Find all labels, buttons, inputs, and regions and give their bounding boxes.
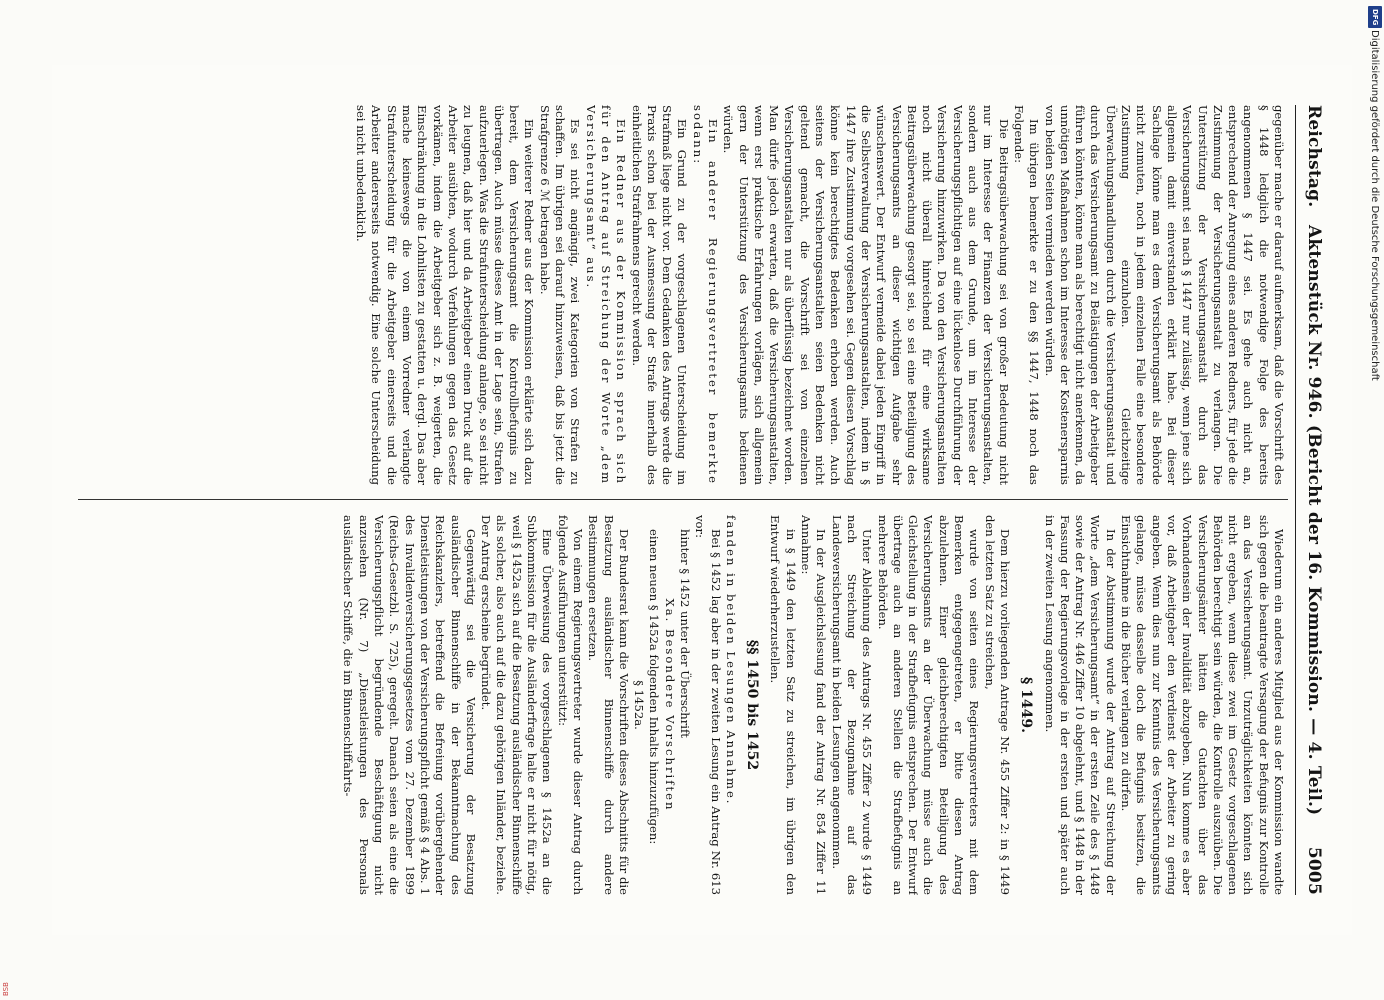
page-number: 5005: [1304, 846, 1324, 895]
paragraph: gegenüber mache er darauf aufmerksam, daß die Vorschrift des § 1448 lediglich die notwendige Folge des bereits angenommenen § 1447 sei. Es gehe auch nicht an, entsprechend der Anregung eines anderen Redners, für jede die Zustimmung der Versicherungsanstalt zu verlangen. Die Unterstützung der Versicherungsanstalt durch das Versicherungsamt sei nach § 1447 nur zulässig, wenn jene sich allgemein damit einverstanden erklärt habe. Bei dieser Sachlage könne man es dem Versicherungsamt als Behörde nicht zumuten, noch in jedem einzelnen Falle eine besondere Zustimmung einzuholen. Gleichzeitige Überwachungshandlungen durch die Versicherungsanstalt und durch das Versicherungsamt zu Belästigungen der Arbeitgeber führen könnten, könne man als berechtigt nicht anerkennen, da unnötigen Maßnahmen schon im Interesse der Kostenersparnis von beiden Seiten vermieden werden würden.: [1042, 105, 1286, 485]
dfg-logo: DFG: [1368, 6, 1382, 28]
paragraph: wurde von seiten eines Regierungsvertreters mit dem Bemerken entgegengetreten, er bitte diesen Antrag abzulehnen. Einer gleichberechtigten Beteiligung des Versicherungsamts an der Überwachung müsse auch die Gleichstellung in der Strafbefugnis entsprechen. Der Entwurf übertrage auch an anderen Stellen die Strafbefugnis an mehrere Behörden.: [875, 515, 982, 895]
paragraph: Es sei nicht angängig, zwei Kategorien von Strafen zu schaffen. Im übrigen sei darauf hinzuweisen, daß bis jetzt die Strafgrenze 6 ℳ betragen habe.: [537, 105, 583, 485]
paragraph: Ein weiterer Redner aus der Kommission erklärte sich dazu bereit, dem Versicherungsamt die Kontrollbefugnis zu übertragen. Auch müsse dieses Amt in der Lage sein, Strafen aufzuerlegen. Was die Strafunterscheidung anlange, so sei nicht zu leugnen, daß hier und da Arbeitgeber einen Druck auf die Arbeiter ausübten, wodurch Verfehlungen gegen das Gesetz vorkämen, indem die Arbeitgeber sich z. B. weigerten, die Einschränkung in die Lohnlisten zu gestatten u. dergl. Das aber mache keineswegs die von einem Vorredner verlangte Strafunterscheidung für die Arbeitgeber einerseits und die Arbeiter andererseits notwendig. Eine solche Unterscheidung sei nicht unbedenklich.: [354, 105, 537, 485]
library-mark: BSB: [2, 982, 10, 996]
paragraph: Die Beitragsüberwachung sei von großer Bedeutung nicht nur im Interesse der Finanzen der Versicherungsanstalten, sondern auch aus dem Grunde, um im Interesse der Versicherungspflichtigen auf eine lückenlose Durchführung der Versicherung hinzuwirken. Da von den Versicherungsanstalten noch nicht überall hinreichend für eine wirksame Beitragsüberwachung gesorgt sei, so sei eine Beteiligung des Versicherungsamts an dieser wichtigen Aufgabe sehr wünschenswert. Der Entwurf vermeide dabei jeden Eingriff in die Selbstverwaltung der Versicherungsanstalten, indem in § 1447 ihre Zustimmung vorgesehen sei. Gegen diesen Vorschlag könne kein berechtigtes Bedenken erhoben werden. Auch seitens der Versicherungsanstalten seien Bedenken nicht geltend gemacht, die Vorschrift sei von einzelnen Versicherungsanstalten nur als überflüssig bezeichnet worden. Man dürfe jedoch erwarten, daß die Versicherungsanstalten, wenn erst praktische Erfahrungen vorlägen, sich allgemein gern der Unterstützung des Versicherungsamts bedienen würden.: [721, 105, 1011, 485]
section-heading-1450: §§ 1450 bis 1452: [744, 639, 761, 771]
paragraph: Von einem Regierungsvertreter wurde dieser Antrag durch folgende Ausführungen unterstützt:: [555, 515, 585, 895]
section-heading-1449: § 1449.: [1018, 676, 1035, 734]
paragraph: Ein Grund zu der vorgeschlagenen Unterscheidung im Strafmaß liege nicht vor. Dem Gedanken des Antrags werde die Praxis schon bei der Ausmessung der Strafe innerhalb des einheitlichen Strafrahmens gerecht werden.: [629, 105, 690, 485]
paragraph: Bei § 1452 lag aber in der zweiten Lesung ein Antrag Nr. 613 vor:: [693, 515, 723, 895]
paragraph: fanden in beiden Lesungen Annahme.: [723, 515, 738, 806]
left-column: [76, 105, 1286, 485]
paragraph: einen neuen § 1452a folgenden Inhalts hinzuzufügen:: [647, 529, 662, 845]
paragraph: In der Ausgleichslesung fand der Antrag Nr. 854 Ziffer 11 Annahme:: [799, 515, 829, 895]
paragraph: Im übrigen bemerkte er zu den §§ 1447, 1448 noch das Folgende:: [1011, 105, 1042, 485]
paragraph: In der Abstimmung wurde der Antrag auf Streichung der Worte „dem Versicherungsamt“ in der ersten Zeile des § 1448 sowie der Antrag Nr. 446 Ziffer 10 abgelehnt, und § 1448 in der Fassung der Regierungsvorlage in der ersten und später auch in der zweiten Lesung angenommen.: [1042, 515, 1118, 895]
paragraph: hinter § 1452 unter der Überschrift: [678, 529, 693, 738]
digitization-note: Digitalisierung gefördert durch die Deutsche Forschungsgemeinschaft: [1369, 30, 1380, 381]
paragraph: Der Bundesrat kann die Vorschriften dieses Abschnitts für die Besatzung ausländischer Binnenschiffe durch andere Bestimmungen ersetzen.: [586, 515, 631, 895]
header-title: Aktenstück Nr. 946. (Bericht der 16. Kommission. — 4. Teil.): [1304, 225, 1324, 816]
paragraph: § 1452a.: [632, 680, 647, 730]
paragraph: Gegenwärtig sei die Versicherung der Besatzung ausländischer Binnenschiffe in der Bekanntmachung des Reichskanzlers, betreffend die Befreiung vorübergehender Dienstleistungen von der Versicherungspflicht gemäß § 4 Abs. 1 des Invalidenversicherungsgesetzes vom 27. Dezember 1899 (Reichs-Gesetzbl. S. 725), geregelt. Danach seien als eine die Versicherungspflicht begründende Beschäftigung nicht anzusehen (Nr. 7) „Dienstleistungen des Personals ausländischer Schiffe, die im Binnenschiffahrts-: [341, 515, 478, 895]
document-page: [52, 65, 1352, 935]
paragraph: Wiederum ein anderes Mitglied aus der Kommission wandte sich gegen die beantragte Versagung der Befugnis zur Kontrolle an das Versicherungsamt. Unzuträglichkeiten könnten sich nicht ergeben, wenn diese zwei im Gesetz vorgeschlagenen Behörden berechtigt sein würden, die Kontrolle auszuüben. Die Versicherungsämter hätten die Gutachten über das Vorhandensein der Invalidität abzugeben. Nun komme es aber vor, daß Arbeitgeber den Verdienst der Arbeiter zu gering angeben. Wenn dies nun zur Kenntnis des Versicherungsamts gelange, müsse dasselbe doch die Befugnis besitzen, die Einsichtnahme in die Bücher verlangen zu dürfen.: [1119, 515, 1286, 895]
paragraph: Eine Überweisung des vorgeschlagenen § 1452a an die Subkommission für die Ausländerfrage halte er nicht für nötig, weil § 1452a sich auf die Besatzung ausländischer Binnenschiffe als solcher, also auch auf die dazu gehörigen Inländer, beziehe. Der Antrag erscheine begründet.: [479, 515, 555, 895]
right-column: [76, 515, 1286, 895]
paragraph: Dem hierzu vorliegenden Antrage Nr. 455 Ziffer 2: in § 1449 den letzten Satz zu streichen,: [982, 515, 1012, 895]
running-header: [1294, 105, 1324, 895]
column-divider: [78, 499, 1288, 500]
paragraph: Ein anderer Regierungsvertreter bemerkte sodann:: [690, 105, 721, 485]
paragraph: in § 1449 den letzten Satz zu streichen, im übrigen den Entwurf wiederherzustellen.: [768, 515, 798, 895]
paragraph: Ein Redner aus der Kommission sprach sich für den Antrag auf Streichung der Worte „dem Versicherungsamt“ aus.: [583, 105, 629, 485]
paragraph: Unter Ablehnung des Antrags Nr. 455 Ziffer 2 wurde § 1449 nach Streichung der Bezugnahme auf das Landesversicherungsamt in beiden Lesungen angenommen.: [829, 515, 875, 895]
header-reichstag: Reichstag.: [1304, 105, 1324, 208]
header-rule: [1295, 105, 1296, 895]
paragraph: Xa. Besondere Vorschriften: [662, 598, 677, 812]
